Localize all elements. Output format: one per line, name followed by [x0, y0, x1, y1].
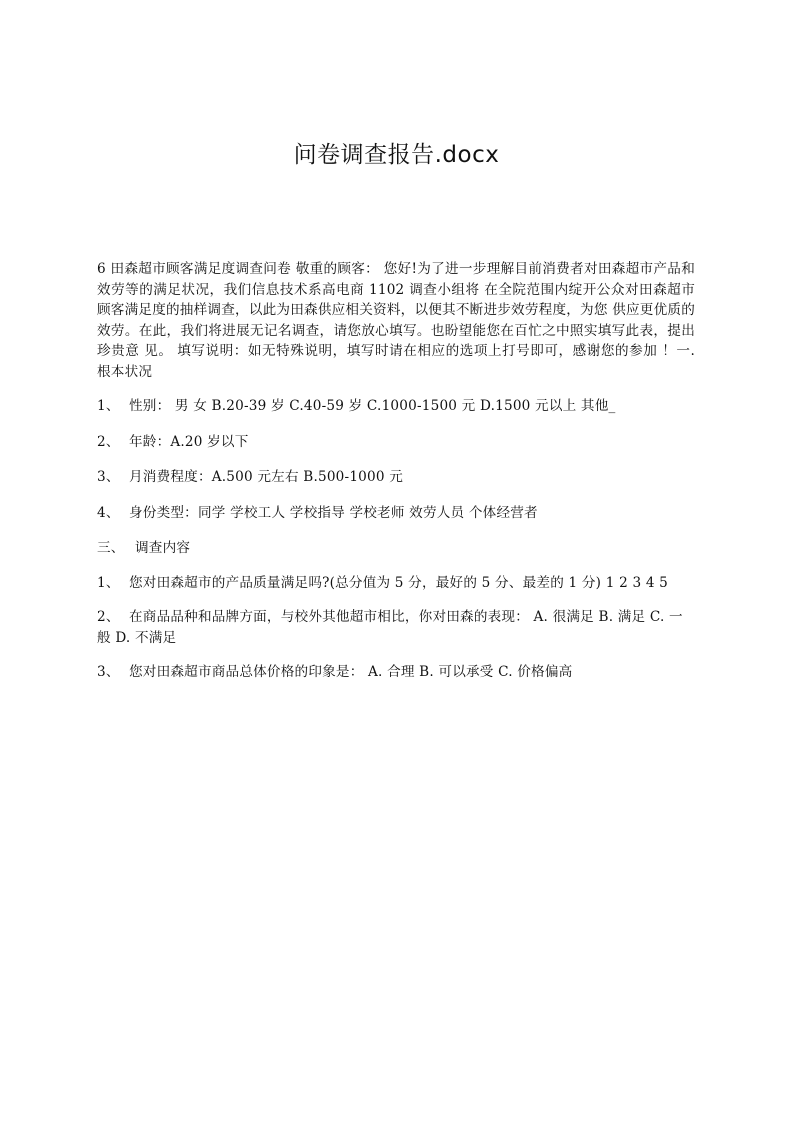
document-body	[97, 259, 695, 697]
basic-info-identity	[97, 503, 695, 524]
survey-question-variety	[97, 607, 695, 648]
item-number: 2、	[97, 433, 120, 450]
basic-info-gender	[97, 396, 695, 417]
item-text: 您对田森超市的产品质量满足吗?(总分值为 5 分，最好的 5 分、最差的 1 分) 1 2 3 4 5	[129, 574, 669, 591]
item-number: 2、	[97, 609, 120, 625]
item-number: 3、	[97, 469, 120, 485]
basic-info-age	[97, 432, 695, 453]
item-text: 年龄：A.20 岁以下	[129, 433, 249, 450]
section-number: 三、	[97, 540, 125, 556]
item-number: 3、	[97, 664, 120, 680]
item-number: 4、	[97, 504, 120, 521]
item-number: 1、	[97, 574, 120, 591]
item-text: 月消费程度：A.500 元左右 B.500-1000 元	[129, 469, 404, 485]
item-text: 您对田森超市商品总体价格的印象是： A. 合理 B. 可以承受 C. 价格偏高	[129, 664, 573, 680]
survey-question-quality	[97, 573, 695, 594]
item-text: 身份类型：同学 学校工人 学校指导 学校老师 效劳人员 个体经营者	[129, 504, 538, 521]
item-text: 性别： 男 女 B.20-39 岁 C.40-59 岁 C.1000-1500 元 D.1500 元以上 其他_	[129, 398, 616, 414]
survey-question-price	[97, 662, 695, 683]
intro-paragraph: 6 田森超市顾客满足度调查问卷 敬重的顾客： 您好!为了进一步理解目前消费者对田森超市产品和效劳等的满足状况，我们信息技术系高电商 1102 调查小组将 在全院范围内绽开公众对田森超市顾客满足度的抽样调查，以此为田森供应相关资料，以便其不断进步效劳程度，为您 供应更优质的效劳。在此，我们将进展无记名调查，请您放心填写。也盼望能您在百忙之中照实填写此表，提出珍贵意 见。 填写说明：如无特殊说明，填写时请在相应的选项上打号即可，感谢您的参加 ！一. 根本状况	[97, 261, 695, 380]
section-heading	[97, 538, 695, 559]
document-title: 问卷调查报告.docx	[293, 142, 500, 168]
item-text: 在商品品种和品牌方面，与校外其他超市相比，你对田森的表现： A. 很满足 B. 满足 C. 一般 D. 不满足	[97, 609, 683, 646]
section-title: 调查内容	[135, 540, 191, 556]
item-number: 1、	[97, 398, 120, 414]
basic-info-spending	[97, 467, 695, 488]
